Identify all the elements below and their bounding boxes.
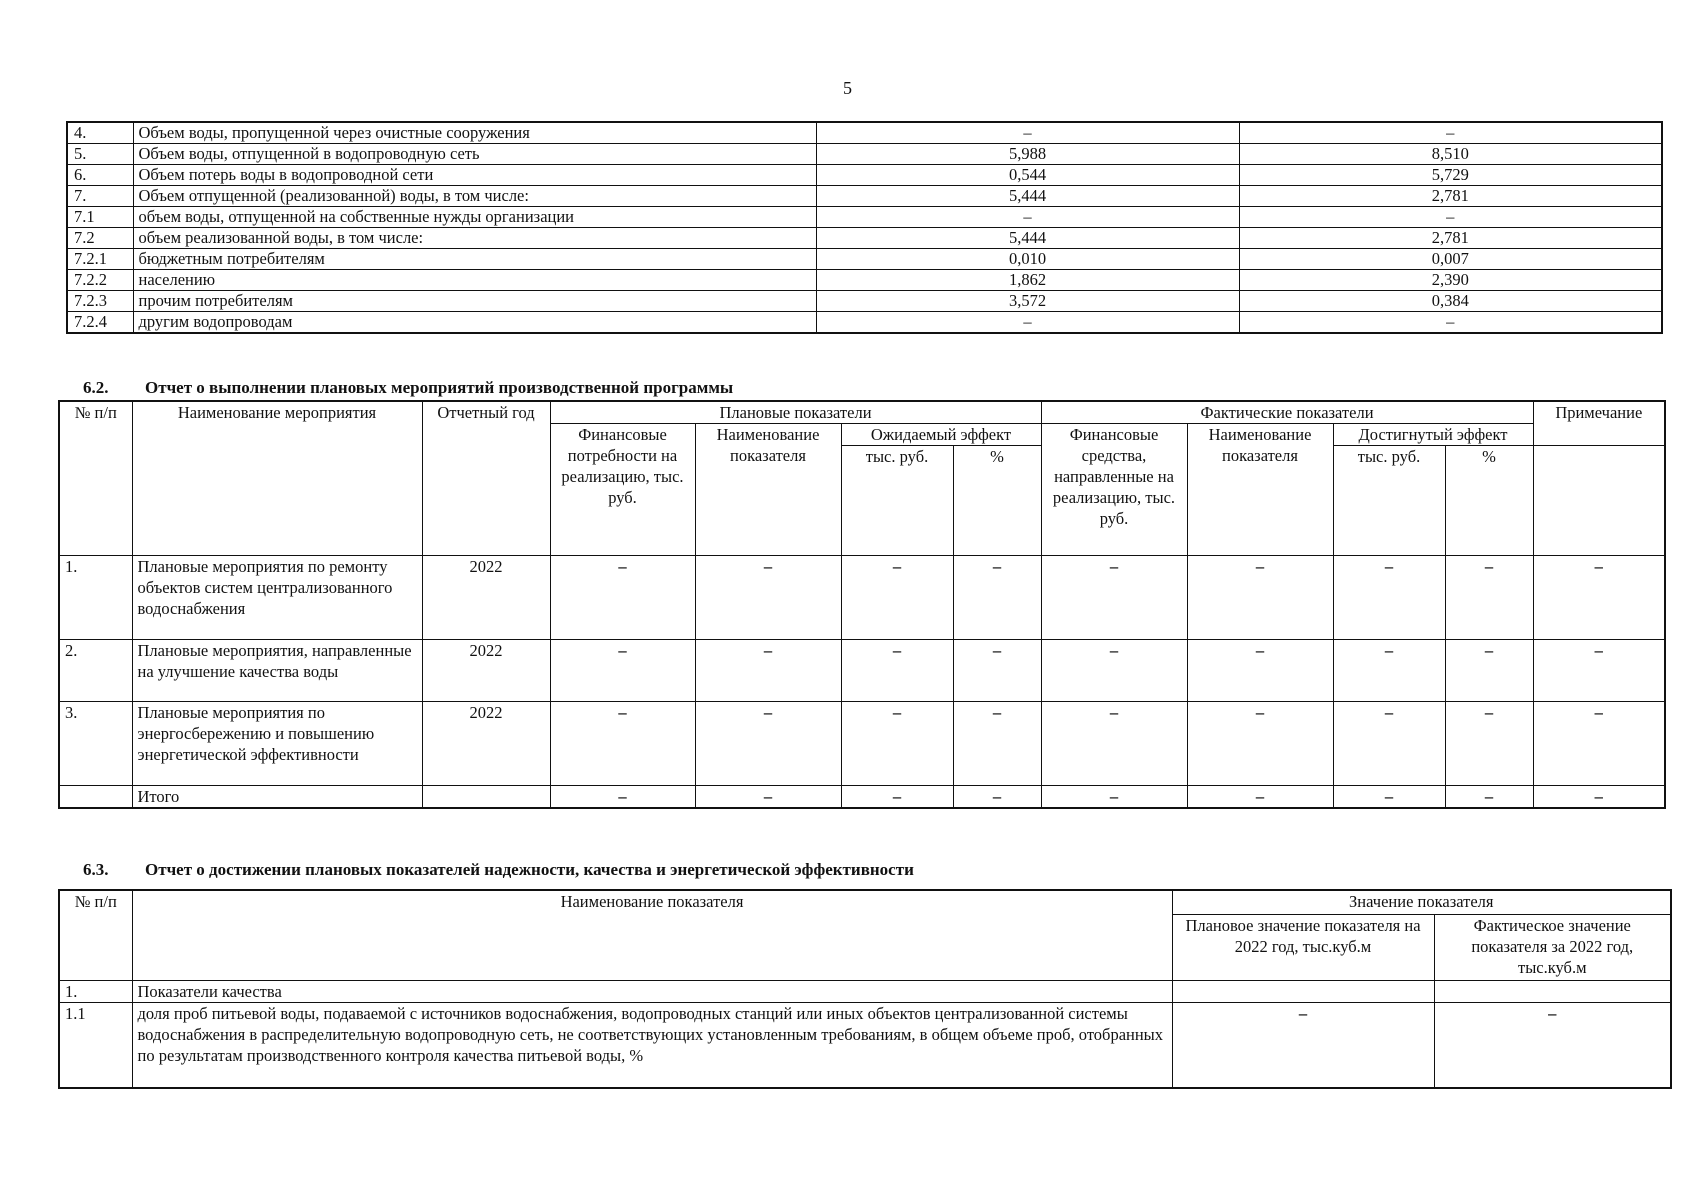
row-name: объем воды, отпущенной на собственные нужды организации: [133, 207, 816, 228]
value-cell: –: [1041, 640, 1187, 702]
plan-value: 0,544: [816, 165, 1239, 186]
value-cell: –: [1041, 702, 1187, 786]
value-cell: –: [1041, 556, 1187, 640]
total-label: Итого: [132, 786, 422, 809]
plan-value: 5,988: [816, 144, 1239, 165]
row-number: 7.2.2: [67, 270, 133, 291]
table-row: [67, 249, 1662, 270]
plan-value: 1,862: [816, 270, 1239, 291]
t3-header-plan: Плановое значение показателя на 2022 год, тыс.куб.м: [1172, 914, 1434, 980]
header-plan-indicator: Наименование показателя: [695, 424, 841, 556]
value-cell: –: [1187, 702, 1333, 786]
row-name: бюджетным потребителям: [133, 249, 816, 270]
total-cell: –: [695, 786, 841, 809]
value-cell: –: [1333, 640, 1445, 702]
fact-value: –: [1239, 207, 1662, 228]
t3-header-fact: Фактическое значение показателя за 2022 год, тыс.куб.м: [1434, 914, 1671, 980]
table-row: [67, 186, 1662, 207]
plan-value: 5,444: [816, 186, 1239, 207]
plan-value: 3,572: [816, 291, 1239, 312]
value-cell: –: [695, 640, 841, 702]
value-cell: –: [1187, 556, 1333, 640]
table-row: [67, 207, 1662, 228]
table-row: [59, 980, 1671, 1002]
total-cell: –: [1445, 786, 1533, 809]
value-cell: –: [550, 702, 695, 786]
fact-value: –: [1434, 1002, 1671, 1088]
activity-name: Плановые мероприятия по ремонту объектов систем централизованного водоснабжения: [132, 556, 422, 640]
table-row: [67, 165, 1662, 186]
row-name: Объем отпущенной (реализованной) воды, в том числе:: [133, 186, 816, 207]
row-name: Объем воды, пропущенной через очистные сооружения: [133, 122, 816, 144]
fact-value: [1434, 980, 1671, 1002]
activity-name: Плановые мероприятия по энергосбережению и повышению энергетической эффективности: [132, 702, 422, 786]
row-number: 7.2.4: [67, 312, 133, 334]
table-row: [59, 556, 1665, 640]
header-note: Примечание: [1533, 401, 1665, 446]
header-plan-thous-rub: тыс. руб.: [841, 446, 953, 556]
header-fact-thous-rub: тыс. руб.: [1333, 446, 1445, 556]
row-name: населению: [133, 270, 816, 291]
report-year: 2022: [422, 640, 550, 702]
value-cell: –: [841, 556, 953, 640]
row-number: 5.: [67, 144, 133, 165]
indicators-table: [58, 889, 1672, 1089]
table-row: [67, 270, 1662, 291]
row-number: 7.2.1: [67, 249, 133, 270]
t3-header-value: Значение показателя: [1172, 890, 1671, 914]
table-row: [67, 291, 1662, 312]
value-cell: –: [695, 702, 841, 786]
header-planned-indicators: Плановые показатели: [550, 401, 1041, 424]
fact-value: 2,390: [1239, 270, 1662, 291]
row-number: 1.: [59, 980, 132, 1002]
row-number: 1.1: [59, 1002, 132, 1088]
plan-value: –: [816, 122, 1239, 144]
row-number: 7.1: [67, 207, 133, 228]
plan-value: –: [816, 312, 1239, 334]
page-number: 5: [843, 78, 852, 98]
table-row: [67, 228, 1662, 249]
total-cell: –: [953, 786, 1041, 809]
section-6-3-title: 6.3. Отчет о достижении плановых показателей надежности, качества и энергетической эффективности: [83, 860, 914, 879]
fact-value: 2,781: [1239, 186, 1662, 207]
header-actual-indicators: Фактические показатели: [1041, 401, 1533, 424]
row-number: 1.: [59, 556, 132, 640]
section-6-2-title: 6.2. Отчет о выполнении плановых мероприятий производственной программы: [83, 378, 734, 397]
value-cell: –: [550, 556, 695, 640]
total-cell: –: [550, 786, 695, 809]
value-cell: –: [1187, 640, 1333, 702]
value-cell: –: [841, 640, 953, 702]
fact-value: –: [1239, 312, 1662, 334]
header-expected-effect: Ожидаемый эффект: [841, 424, 1041, 446]
total-cell: –: [1533, 786, 1665, 809]
fact-value: 0,384: [1239, 291, 1662, 312]
value-cell: –: [1445, 702, 1533, 786]
value-cell: –: [695, 556, 841, 640]
row-number: 3.: [59, 702, 132, 786]
fact-value: –: [1239, 122, 1662, 144]
table-row: [67, 312, 1662, 334]
row-name: Объем воды, отпущенной в водопроводную сеть: [133, 144, 816, 165]
total-cell: –: [1187, 786, 1333, 809]
value-cell: –: [1533, 702, 1665, 786]
header-plan-percent: %: [953, 446, 1041, 556]
value-cell: –: [1533, 556, 1665, 640]
value-cell: –: [953, 640, 1041, 702]
header-fact-percent: %: [1445, 446, 1533, 556]
header-activity-name: Наименование мероприятия: [132, 401, 422, 556]
table-row: [67, 144, 1662, 165]
plan-value: –: [1172, 1002, 1434, 1088]
value-cell: –: [550, 640, 695, 702]
report-year: 2022: [422, 556, 550, 640]
row-name: Объем потерь воды в водопроводной сети: [133, 165, 816, 186]
table-row: [59, 640, 1665, 702]
row-number: 4.: [67, 122, 133, 144]
plan-value: –: [816, 207, 1239, 228]
fact-value: 5,729: [1239, 165, 1662, 186]
water-volume-table: [66, 121, 1663, 334]
table-row: [59, 1002, 1671, 1088]
row-number: 7.2: [67, 228, 133, 249]
row-number: 7.: [67, 186, 133, 207]
fact-value: 8,510: [1239, 144, 1662, 165]
indicator-name: Показатели качества: [132, 980, 1172, 1002]
total-year-empty: [422, 786, 550, 809]
row-number: 7.2.3: [67, 291, 133, 312]
indicator-name: доля проб питьевой воды, подаваемой с источников водоснабжения, водопроводных станций или иных объектов централизованной системы водоснабжения в распределительную водопроводную сеть, не соответствующих установленным требованиям, в общем объеме проб, отобранных по результатам производственного контроля качества питьевой воды, %: [132, 1002, 1172, 1088]
row-name: другим водопроводам: [133, 312, 816, 334]
program-activities-table-body: [59, 556, 1665, 809]
total-cell: –: [841, 786, 953, 809]
table-row: [59, 702, 1665, 786]
header-num: № п/п: [59, 401, 132, 556]
report-year: 2022: [422, 702, 550, 786]
header-fact-indicator: Наименование показателя: [1187, 424, 1333, 556]
value-cell: –: [841, 702, 953, 786]
value-cell: –: [1333, 556, 1445, 640]
header-report-year: Отчетный год: [422, 401, 550, 556]
value-cell: –: [953, 702, 1041, 786]
activity-name: Плановые мероприятия, направленные на улучшение качества воды: [132, 640, 422, 702]
header-note-empty: [1533, 446, 1665, 556]
indicators-table-body: [59, 980, 1671, 1088]
row-number: 2.: [59, 640, 132, 702]
fact-value: 0,007: [1239, 249, 1662, 270]
t3-header-name: Наименование показателя: [132, 890, 1172, 980]
total-num-empty: [59, 786, 132, 809]
plan-value: 0,010: [816, 249, 1239, 270]
row-name: прочим потребителям: [133, 291, 816, 312]
row-number: 6.: [67, 165, 133, 186]
value-cell: –: [1445, 556, 1533, 640]
value-cell: –: [953, 556, 1041, 640]
fact-value: 2,781: [1239, 228, 1662, 249]
plan-value: 5,444: [816, 228, 1239, 249]
total-cell: –: [1333, 786, 1445, 809]
row-name: объем реализованной воды, в том числе:: [133, 228, 816, 249]
total-cell: –: [1041, 786, 1187, 809]
header-achieved-effect: Достигнутый эффект: [1333, 424, 1533, 446]
table-row: [67, 122, 1662, 144]
value-cell: –: [1533, 640, 1665, 702]
plan-value: [1172, 980, 1434, 1002]
t3-header-num: № п/п: [59, 890, 132, 980]
value-cell: –: [1333, 702, 1445, 786]
value-cell: –: [1445, 640, 1533, 702]
header-fact-finance: Финансовые средства, направленные на реализацию, тыс. руб.: [1041, 424, 1187, 556]
water-volume-table-body: [67, 122, 1662, 333]
header-plan-finance: Финансовые потребности на реализацию, тыс. руб.: [550, 424, 695, 556]
program-activities-table: [58, 400, 1666, 809]
total-row: [59, 786, 1665, 809]
